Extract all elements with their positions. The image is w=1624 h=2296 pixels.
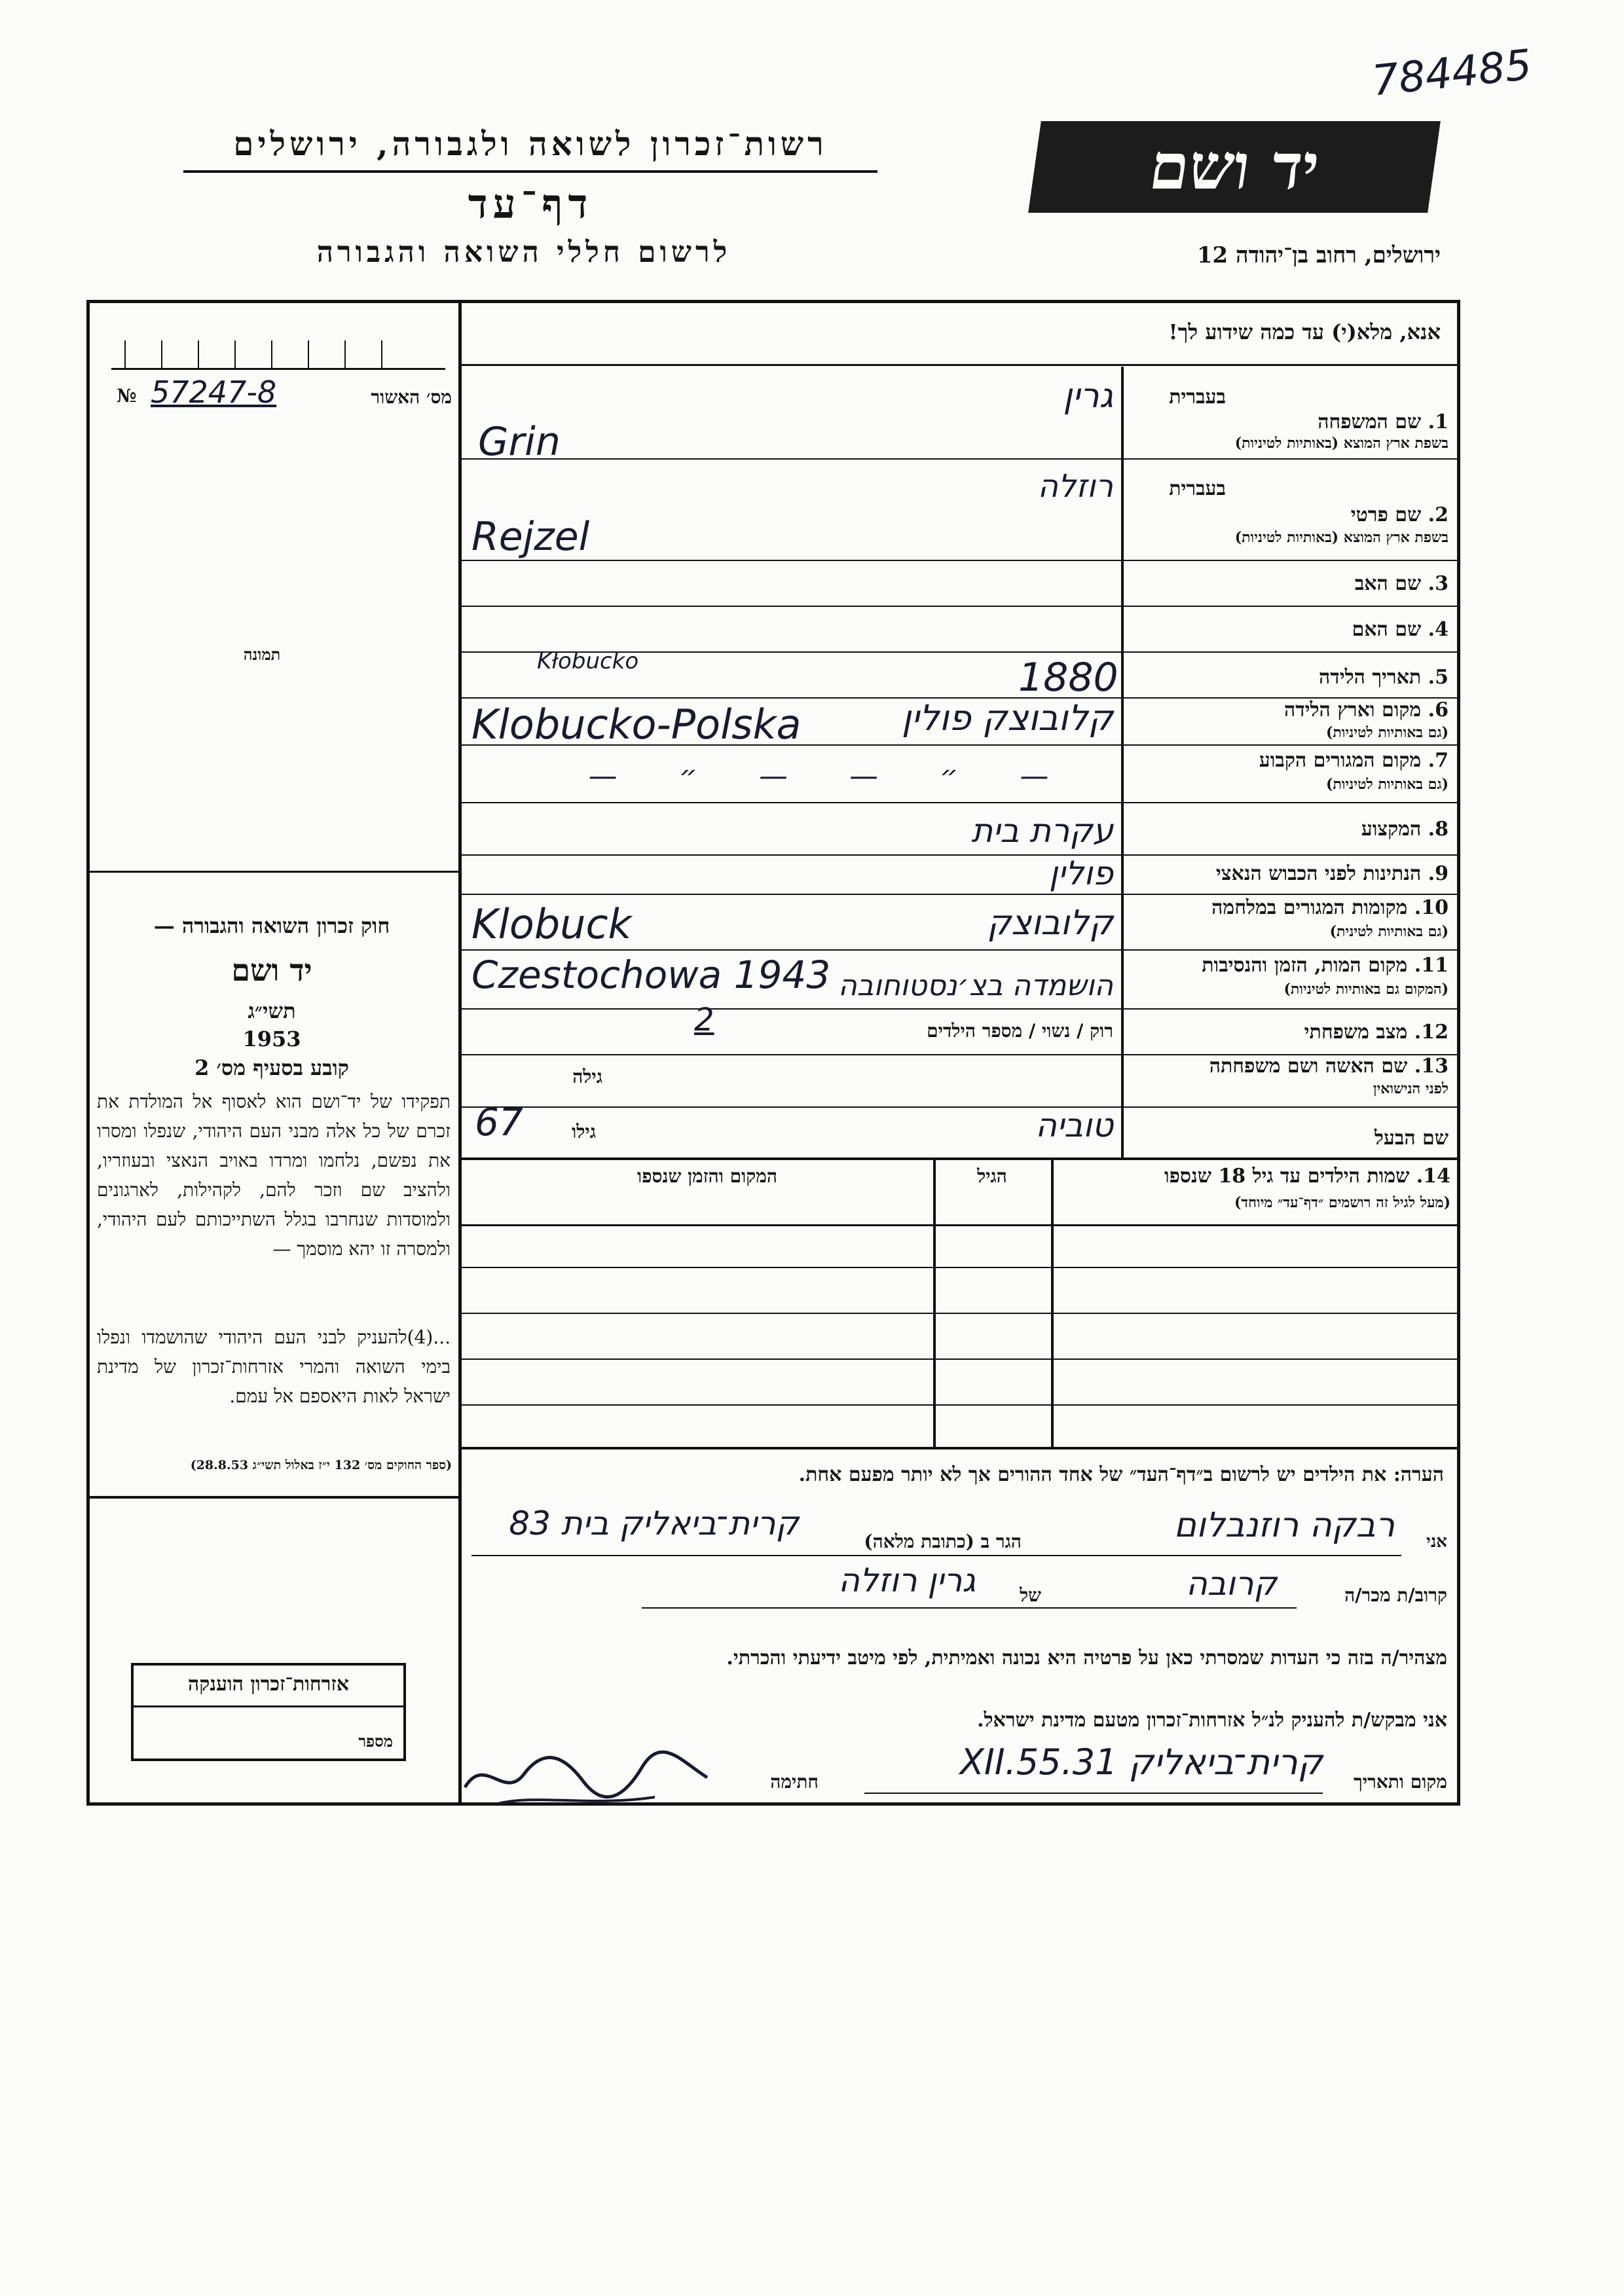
decl-relation-label: קרוב/ת מכר/ה [1344,1584,1447,1606]
field-9-text: הנתינות לפני הכבוש הנאצי [1215,862,1422,885]
decl-relation-underline [642,1607,1297,1609]
field-7-value[interactable]: — ״ — — ״ — [588,759,1075,793]
field-14-text: שמות הילדים עד גיל 18 שנספו [1164,1165,1410,1188]
law-title: חוק זכרון השואה והגבורה — [153,913,390,938]
decl-witness-name[interactable]: רבקה רוזנבלום [1173,1506,1395,1545]
field-12-label [1128,1021,1449,1044]
field-11-label [1128,955,1449,977]
field-10-text: מקומות המגורים במלחמה [1211,896,1408,919]
org-line: רשות־זכרון לשואה ולגבורה, ירושלים [233,124,828,163]
spouse-age-value[interactable]: 67 [475,1100,523,1144]
photo-bottom-rule [86,871,460,873]
children-row-1 [458,1267,1460,1268]
field-1-sub: בשפת ארץ המוצא (באותיות לטיניות) [1234,435,1449,452]
org-underline [183,170,877,173]
field-3-text: שם האב [1354,572,1422,595]
children-row-4 [458,1404,1460,1406]
sidebar-bottom-rule [86,1496,460,1499]
field-5-value[interactable]: 1880 [1018,655,1118,701]
archive-number: 784485 [1369,41,1534,106]
decl-signature-label: חתימה [770,1771,819,1793]
decl-address-underline [471,1555,1401,1556]
children-note: הערה: את הילדים יש לרשום ב״דף־העד״ של אחד ההורים אך לא יותר מפעם אחת. [798,1463,1444,1486]
field-9-label [1128,863,1449,885]
rule-f13 [458,1106,1460,1108]
field-6-sub: (גם באותיות לטיניות) [1325,724,1449,741]
memorial-box-number: מספר [358,1732,393,1751]
approval-no-mark: № [117,385,137,407]
decl-address[interactable]: קרית־ביאליק בית 83 [509,1504,799,1542]
field-1-value-heb[interactable]: גרין [1063,376,1113,416]
field-4-label [1128,619,1449,641]
law-name: יד ושם [231,953,312,988]
hebrew-label-1: בעברית [1169,386,1226,409]
field-8-text: המקצוע [1361,818,1422,841]
rule-f3 [458,606,1460,607]
decl-of-value[interactable]: גרין רוזלה [838,1561,976,1599]
children-row-2 [458,1313,1460,1314]
field-1-text: שם המשפחה [1318,410,1422,433]
law-reference: (ספר החוקים מס׳ 132 י״ז באלול תשי״ג 28.8.53) [190,1458,452,1472]
field-13-age-label: גילה [572,1066,602,1087]
field-14-num: 14. [1416,1165,1450,1188]
field-11-text: מקום המות, הזמן והנסיבות [1202,954,1408,977]
field-2-value-lat[interactable]: Rejzel [471,514,590,560]
signature-scribble-icon [458,1741,727,1813]
field-8-num: 8. [1428,818,1449,841]
rule-f7 [458,802,1460,803]
field-10-num: 10. [1414,896,1449,919]
field-5-num: 5. [1428,666,1449,689]
field-1-label [1128,411,1449,433]
intro-text: אנא, מלא(י) עד כמה שידוע לך! [1168,319,1441,344]
decl-place-date-value[interactable]: קרית־ביאליק 31.XII.55 [959,1741,1323,1783]
field-11-sub: (המקום גם באותיות לטיניות) [1283,981,1449,998]
spouse-age-label: גילו [572,1121,596,1142]
field-11-num: 11. [1414,954,1449,977]
field-12-num: 12. [1414,1021,1449,1044]
children-col-age-left [933,1159,936,1447]
field-2-num: 2. [1428,503,1449,526]
children-col-age: הגיל [977,1165,1007,1187]
field-5-text: תאריך הלידה [1319,666,1422,689]
field-14-label [1061,1165,1450,1188]
field-8-value[interactable]: עקרת בית [971,812,1113,850]
field-1-num: 1. [1428,410,1449,433]
rule-f1 [458,458,1460,460]
law-text-2: ...(4)להעניק לבני העם היהודי שהושמדו ונפלו בימי השואה והמרי אזרחות־זכרון של מדינת ישראל לאות היאספם אל עמם. [97,1326,451,1407]
memorial-box-title: אזרחות־זכרון הוענקה [187,1673,350,1696]
field-1-value-lat[interactable]: Grin [478,419,561,465]
field-4-text: שם האם [1352,618,1422,641]
form-subtitle: לרשום חללי השואה והגבורה [316,236,731,269]
field-3-num: 3. [1428,572,1449,595]
field-13-text: שם האשה ושם משפחתה [1209,1055,1408,1078]
field-5-label [1128,666,1449,689]
rule-f2 [458,560,1460,561]
decl-place-date-label: מקום ותאריך [1353,1771,1447,1793]
decl-request: אני מבקש/ת להעניק לנ״ל אזרחות־זכרון מטעם מדינת ישראל. [977,1709,1447,1732]
field-2-sub: בשפת ארץ המוצא (באותיות לטיניות) [1234,529,1449,546]
approval-number: 57247-8 [151,374,277,410]
field-14-sub: (מעל לגיל זה רושמים ״דף־עד״ מיוחד) [1234,1194,1450,1211]
field-10-value-heb[interactable]: קלובוצק [987,903,1113,943]
field-11-value-lat[interactable]: Czestochowa 1943 [471,953,831,997]
field-6-value-heb[interactable]: קלובוצק פולין [901,697,1113,738]
decl-place-underline [864,1793,1323,1794]
decl-signature[interactable] [458,1741,727,1813]
field-11-value-heb[interactable]: הושמדה בצ׳נסטוחובה [838,969,1113,1002]
children-bottom-rule [458,1447,1460,1449]
field-4-num: 4. [1428,618,1449,641]
field-6-label [1128,699,1449,721]
field-10-value-lat[interactable]: Klobuck [471,900,632,948]
law-year: 1953 [242,1027,301,1051]
field-10-label [1128,897,1449,919]
field-12-options: רוק / נשוי / מספר הילדים [927,1020,1113,1042]
field-6-num: 6. [1428,699,1449,721]
field-7-sub: (גם באותיות לטיניות) [1325,776,1449,793]
field-7-num: 7. [1428,749,1449,772]
field-12-text: מצב משפחתי [1304,1021,1408,1044]
field-7-text: מקום המגורים הקבוע [1259,749,1422,772]
spouse-label: שם הבעל [1374,1127,1449,1150]
children-col-age-right [1051,1159,1054,1447]
field-10-sub: (גם באותיות לטינית) [1329,923,1449,940]
address: ירושלים, רחוב בן־יהודה 12 [1196,242,1441,268]
field-7-label [1128,750,1449,772]
field-13-sub: לפני הנישואין [1373,1080,1449,1097]
spouse-value[interactable]: טוביה [1035,1106,1113,1144]
sidebar-divider [458,300,462,1806]
rule-f11 [458,1008,1460,1010]
decl-residing-label: הגר ב (כתובת מלאה) [864,1531,1022,1552]
field-9-value[interactable]: פולין [1048,854,1113,892]
field-13-num: 13. [1414,1055,1449,1078]
field-2-text: שם פרטי [1350,503,1422,526]
decl-relation-value[interactable]: קרובה [1186,1565,1277,1603]
field-2-label [1128,504,1449,526]
ticks-base [111,368,445,370]
photo-label: תמונה [243,645,281,664]
hebrew-label-2: בעברית [1169,477,1226,500]
memorial-box-rule [131,1705,406,1707]
law-clause: קובע בסעיף מס׳ 2 [194,1055,349,1080]
law-year-heb: תשי״ג [248,998,296,1023]
rule-f10 [458,949,1460,951]
field-8-label [1128,818,1449,841]
yad-vashem-logo: יד ושם [1028,121,1441,213]
field-5-note: Kłobucko [537,648,639,674]
law-text: תפקידו של יד־ושם הוא לאסוף אל המולדת את זכרם של כל אלה מבני העם היהודי, שנפלו ומסרו את נפשם, נלחמו ומרדו באויב הנאצי ובעוזריו, ולהציב שם וזכר להם, לקהילות, לארגונים ולמוסדות שנחרבו בגלל השתייכותם לעם היהודי, ולמסרה זו יהא מוסמך — [97,1091,451,1260]
field-3-label [1128,573,1449,595]
rule-spouse [458,1157,1460,1160]
field-13-label [1128,1055,1449,1078]
children-header-rule [458,1224,1460,1226]
decl-statement: מצהיר/ה בזה כי העדות שמסרתי כאן על פרטיה היא נכונה ואמיתית, לפי מיטב ידיעתי והכרתי. [726,1647,1447,1669]
field-12-value[interactable]: 2 [694,1002,714,1038]
field-6-text: מקום וארץ הלידה [1283,699,1422,721]
field-6-value-lat[interactable]: Klobucko-Polska [471,701,802,748]
children-col-place: המקום והזמן שנספו [637,1165,777,1187]
rule-f9 [458,894,1460,895]
field-9-num: 9. [1428,862,1449,885]
intro-rule [458,364,1460,366]
decl-of-label: של [1020,1584,1041,1606]
form-title: דף־עד [468,180,593,228]
approval-tick-marks [124,340,452,372]
children-row-3 [458,1358,1460,1360]
approval-label: מס׳ האשור [371,386,452,408]
field-2-value-heb[interactable]: רוזלה [1037,468,1113,505]
decl-i-label: אני [1426,1532,1447,1552]
